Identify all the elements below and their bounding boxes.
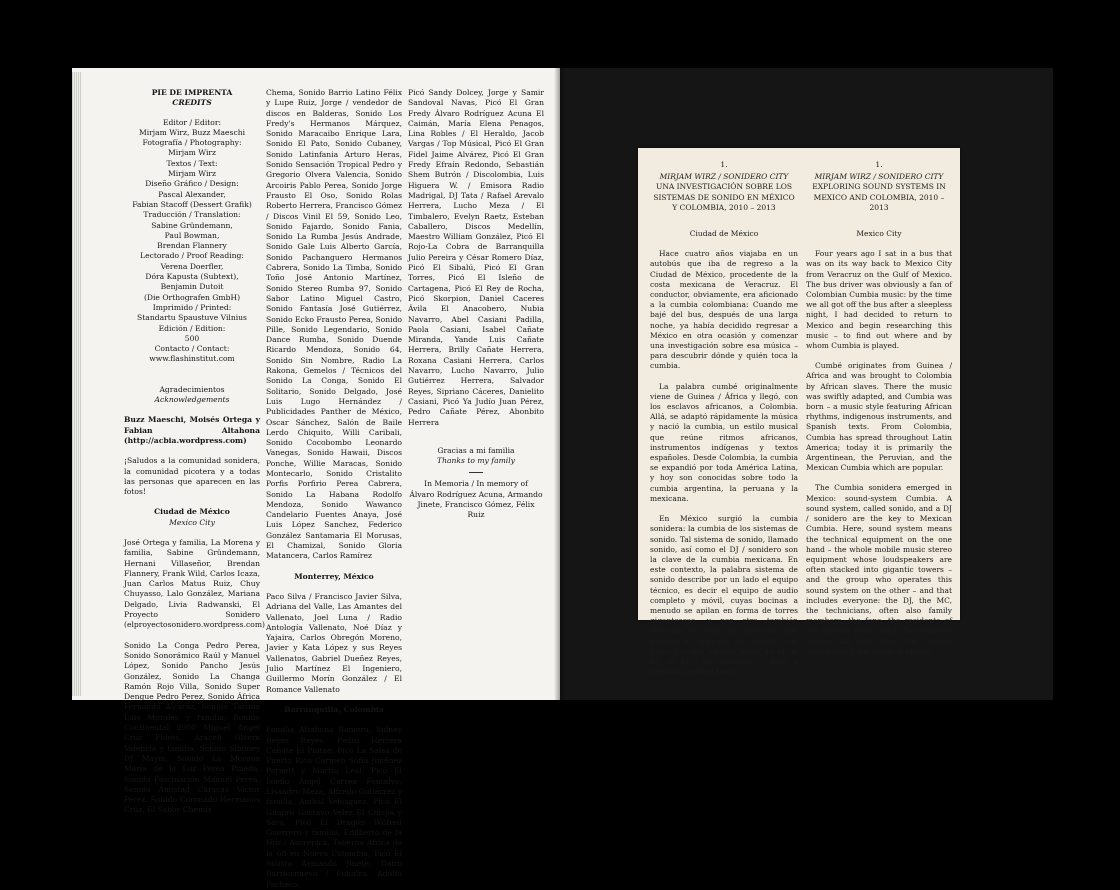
acknowledgements-paragraph: José Ortega y familia, La Morena y familia, Sabine Gründemann, Hernani Villaseñor, Brendan Flannery, Frank Wild, Carlos Icaza, Juan Carlos Matus Ruiz, Chuy Chuyasso, Lalo González, Mariana Delgado, Livia Radwanski, El Proyecto Sonidero (elproyectosonidero.wordpress.com) — [124, 537, 265, 630]
credit-line: Standartu Spaustuve Vilnius — [137, 313, 247, 323]
insert-sheet — [638, 148, 960, 677]
memoriam-names: Álvaro Rodríguez Acuna, Armando Jinete, Francisco Gómez, Félix Ruiz — [409, 489, 543, 520]
acknowledgements-column-3 — [408, 88, 544, 694]
insert-subtitle: EXPLORING SOUND SYSTEMS IN MEXICO AND COLOMBIA, 2010 – 2013 — [812, 182, 946, 212]
barranquilla-heading: Barranquilla, Colombia — [284, 704, 384, 714]
page-edges — [72, 72, 82, 696]
credit-line: www.flashinstitut.com — [149, 354, 235, 364]
acknowledgements-paragraph: Picó Sandy Dolcey, Jorge y Samir Sandoval Navas, Picó El Gran Fredy Álvaro Rodríguez Acuna El Caimán, María Elena Penagos, Lina Robles / El Heraldo, Jacob Vargas / Top Músical, Picó El Gran Fidel Jaime Alvárez, Picó El Gran Fredy Efraín Redondo, Sebastián Shem Butrón / Discolombia, Luis Higuera W. / Emisora Radio Madrigal, DJ Tata / Rafael Arevalo Herrera, Lucho Meza / El Timbalero, Evelyn Raetz, Esteban Caballero, Discos Medellín, Maestro William González, Picó El Rojo-La Cobra de Barranquilla Julio Pereira y César Romero Díaz, Picó El Sibalú, Picó El Gran Torres, Picó El Isleño de Cartagena, Picó El Rey de Rocha, Picó Skorpion, Daniel Caceres Ávila El Anacobero, Nubia Navarro, Abel Casiani Padilla, Paola Casiani, Isabel Cañate Miranda, Yande Luis Cañate Herrera, Brilly Cañate Herrera, Roxana Casiani Herrera, Carlos Navarro, Lucho Navarro, Julio Gutiérrez Herrera, Salvador Reyes, Sipriano Cáceres, Danielito Casiani, Picó Ya Judío Juan Pérez, Pedro Cañate Pérez, Abonbito Herrera — [408, 88, 544, 427]
memoriam-heading: In Memoria / In memory of — [424, 479, 528, 489]
credit-line: Diseño Gráfico / Design: — [145, 179, 239, 189]
thanks-text-en: Thanks to my family — [437, 456, 515, 466]
insert-number: 1. — [720, 160, 728, 169]
credit-line: Edición / Edition: — [158, 323, 226, 333]
credit-line: Fabian Stacoff (Dessert Grafik) — [132, 199, 252, 209]
credits-heading-en: CREDITS — [172, 98, 212, 108]
acknowledgements-paragraph: Sonido La Conga Pedro Perea, Sonido Sonorámico Raúl y Manuel López, Sonido Pancho Jesús González, Sonido La Changa Ramón Rojo Villa, Sonido Super Dengue Pedro Perez, Sonido África Fernando Alcaraz, Sonido Tacuba Luis Morales y familia, Sonido Continental 2000 Miguel Ángel Cruz Flores, Araceli Olvera Valencia y familia, Sonido Siboney DJ Mayín, Sonido La Morena María de la Luz Perea Pineda, Sonido Fascinación Manuel Perea, Sonido Amistad Caracas Victor Pérez, Sonido Coronado Hermanos Cruz, El Sabor Chemix — [124, 640, 260, 815]
insert-number: 1. — [875, 160, 883, 169]
insert-city: Ciudad de México — [689, 229, 759, 239]
credit-line: Paul Bowman, — [164, 230, 220, 240]
insert-paragraph: La palabra cumbé originalmente viene de Guinea / África y llegó, con los esclavos africanos, a Colombia. Allá, se adaptó rápidamente la música y nació la cumbia, un estilo musical que reúne ritmos africanos, instrumentos indígenas y textos españoles. Desde Colombia, la cumbia se expandió por toda América Latina, y hoy son conocidas sobre todo la cumbia argentina, la peruana y la mexicana. — [650, 381, 798, 503]
credits-block — [124, 88, 260, 365]
credit-line: Fotografía / Photography: — [142, 138, 242, 148]
book-spine — [554, 68, 566, 700]
acknowledgements-greeting: ¡Saludos a la comunidad sonidera, la comunidad picotera y a todas las personas que aparecen en las fotos! — [124, 456, 260, 497]
thanks-text: Gracias a mi familia — [437, 445, 515, 455]
insert-city: Mexico City — [856, 229, 902, 239]
monterrey-heading: Monterrey, México — [294, 571, 374, 581]
acknowledgements-heading-block — [124, 385, 260, 406]
memoriam-block — [408, 479, 544, 520]
credit-line: Sabine Gründemann, — [151, 220, 233, 230]
credit-line: Imprimido / Printed: — [152, 302, 232, 312]
acknowledgements-paragraph: Chema, Sonido Barrio Latino Félix y Lupe Ruiz, Jorge / vendedor de discos en Balderas, Sonido Los Fredy's Hermanos Márquez, Sonido Maracaibo Enrique Lara, Sonido El Pato, Sonido Cubaney, Sonido Latinfania Arturo Heras, Sonido Sensación Tropical Pedro y Gregorio Olvera Valencia, Sonido Arcoiris Pablo Perea, Sonido Jorge Frausto El Oso, Sonido Rolas Roberto Herrera, Francisco Gómez / Discos Vinil El 59, Sonido Leo, Sonido Fajardo, Sonido Fania, Sonido La Rumba Jesús Andrade, Sonido Gale Luis Alberto García, Sonido Pachanguero Hermanos Cabrera, Sonido La Timba, Sonido Toño José Antonio Martínez, Sonido Stereo Rumba 97, Sonido Sabor Latino Miguel Castro, Sonido Fantasía José Gutiérrez, Sonido Ecko Frausto Perea, Sonido Pille, Sonido Legendario, Sonido Dance Rumba, Sonido Duende Ricardo Mendoza, Sonido 64, Sonido Sin Nombre, Radio La Rakona, Gemelos / Técnicos del Sonido La Conga, Sonido El Solitario, Sonido Delgado, José Luis Lugo Hernández / Publicidades Panther de México, Oscar Sánchez, Salón de Baile Lerdo Chiquito, Willi Caribali, Sonido Cocobombo Leonardo Vanegas, Sonido Hawaii, Discos Ponche, Willie Maracas, Sonido Montecarlo, Sonido Cristalito Porfis Porfirio Perea Cabrera, Sonido La Habana Rodolfo Mendoza, Sonido Wawanco Candelario Fuentes Anaya, José Luis López Sanchez, Federico González Santamaria El Morusas, El Chamizal, Sonido Gloria Matancera, Carlos Ramírez — [266, 88, 402, 561]
credit-line: Pascal Alexander, — [158, 189, 226, 199]
credit-line: Mirjam Wirz, Buzz Maeschi — [138, 127, 246, 137]
city-heading-en: Mexico City — [169, 517, 215, 527]
credit-line: (Die Orthografen GmbH) — [143, 292, 241, 302]
divider — [469, 472, 483, 473]
acknowledgements-column-2 — [266, 88, 402, 889]
insert-paragraph: En México surgió la cumbia sonidera: la cumbia de los sistemas de sonido. Tal sistema de sonido, llamado sonido, así como el DJ / sonidero son la clave de la cumbia mexicana. En este contexto, la palabra sistema de sonido describe por un lado el equipo técnico, es decir el equipo de audio completo y móvil, cuyas bocinas a menudo se apilan en forma de torres gigantescas, y por otro también describe al grupo de personas que maneja el sistema de sonido, con todos los que forman parte de él: el DJ, el MC, los técnicos, y muy a menudo también fami- — [650, 514, 798, 677]
city-heading: Ciudad de México — [154, 507, 230, 517]
insert-title: MIRJAM WIRZ / SONIDERO CITY — [814, 172, 944, 182]
credit-line: Textos / Text: — [166, 158, 218, 168]
credit-line: Verena Doerfler, — [160, 261, 224, 271]
credit-line: Benjamin Dutoit — [160, 282, 224, 292]
credit-line: Contacto / Contact: — [154, 344, 230, 354]
acknowledgements-intro: Buzz Maeschi, Moisés Ortega y Fabian Altahona (http://acbia.wordpress.com) — [124, 415, 260, 445]
monterrey-paragraph: Paco Silva / Francisco Javier Silva, Adriana del Valle, Las Amantes del Vallenato, Joel Luna / Radio Antología Vallenato, Noé Díaz y Yajaira, Carlos Obregón Moreno, Javier y Kata López y sus Reyes Vallenatos, Gabriel Dueñez Reyes, Julio Martínez El Ingeniero, Guillermo Morín González / El Romance Vallenato — [266, 591, 402, 694]
barranquilla-paragraph: Familia Altahona Romero, Sidney Reyes Reyes, Pedro Herrera Cañate El Pintao, Picó La Salsa de Puerto Rico Carmen Sofía Jiménez Pernett y Martín Leal, Picó El Isleño Ángel Correa Fontalvo, Lisandro Meza, Alfredo Gutiérrez y familia, Aníbal Velásquez, Picó El Guajiro Gustavo Velez El Chispa y Sara, Picó El Dragón Wilfred Guerrero y familia, Edilberto de la Hoz / Asorepick, Taberna África de la 68 en Nueva Colombia, Picó El Solista Armando Jinete, Dairo Barriosnuevo / Fukafra, Adolfo Pacheco, — [266, 725, 402, 889]
insert-paragraph: The Cumbia sonidera emerged in Mexico: sound-system Cumbia. A sound system, called sonido, and a DJ / sonidero are the key to Mexican Cumbia. Here, sound system means the technical equipment on the one hand – the whole mobile music stereo equipment whose loudspeakers are often stacked into gigantic towers – and the group who operates this sound system on the other – and that includes everyone: the DJ, the MC, the technicians, often also family members, the fans, the residents of the quarter from which the sonidero comes. All told then, the system within which the music is played — [806, 483, 952, 656]
thanks-block — [408, 446, 544, 467]
insert-subtitle: UNA INVESTIGACIÓN SOBRE LOS SISTEMAS DE SONIDO EN MÉXICO Y COLOMBIA, 2010 – 2013 — [653, 182, 795, 212]
credit-line: Mirjam Wirz — [167, 169, 217, 179]
insert-paragraph: Cumbé originates from Guinea / Africa and was brought to Colombia by African slaves. There the music was swiftly adapted, and Cumbia was born – a music style featuring African rhythms, indigenous instruments, and Spanish texts. From Colombia, Cumbia has spread throughout Latin America; today it is primarily the Argentinean, the Peruvian, and the Mexican Cumbia which are popular. — [806, 361, 952, 473]
credits-column — [124, 88, 265, 815]
acknowledgements-heading: Agradecimientos — [159, 384, 225, 394]
credit-line: Editor / Editor: — [162, 117, 222, 127]
credit-line: Dóra Kapusta (Subtext), — [145, 272, 239, 282]
city-heading-block — [124, 507, 260, 528]
insert-column-english — [806, 160, 952, 656]
credits-heading: PIE DE IMPRENTA — [151, 88, 233, 97]
insert-paragraph: Four years ago I sat in a bus that was on its way back to Mexico City from Veracruz on the Gulf of Mexico. The bus driver was obviously a fan of Colombian Cumbia music: by the time we all got off the bus after a sleepless night, I had decided to return to Mexico and begin researching this music – to find out where and by whom Cumbia is played. — [806, 249, 952, 351]
credit-line: Lectorado / Proof Reading: — [140, 251, 244, 261]
insert-title: MIRJAM WIRZ / SONIDERO CITY — [659, 172, 789, 182]
credit-line: 500 — [184, 333, 200, 343]
insert-column-spanish — [650, 160, 798, 677]
credit-line: Brendan Flannery — [157, 241, 227, 251]
insert-paragraph: Hace cuatro años viajaba en un autobús que iba de regreso a la Ciudad de México, procedente de la costa mexicana de Veracruz. El conductor, obviamente, era aficionado a la cumbia colombiana: Cuando me bajé del bus, después de una larga noche, ya había decidido regresar a México en otra ocasión y comenzar una investigación sobre esa música – para descubrir dónde y quién toca la cumbia. — [650, 249, 798, 371]
credit-line: Mirjam Wirz — [167, 148, 217, 158]
credit-line: Traducción / Translation: — [143, 210, 241, 220]
acknowledgements-heading-en: Acknowledgements — [154, 395, 230, 405]
